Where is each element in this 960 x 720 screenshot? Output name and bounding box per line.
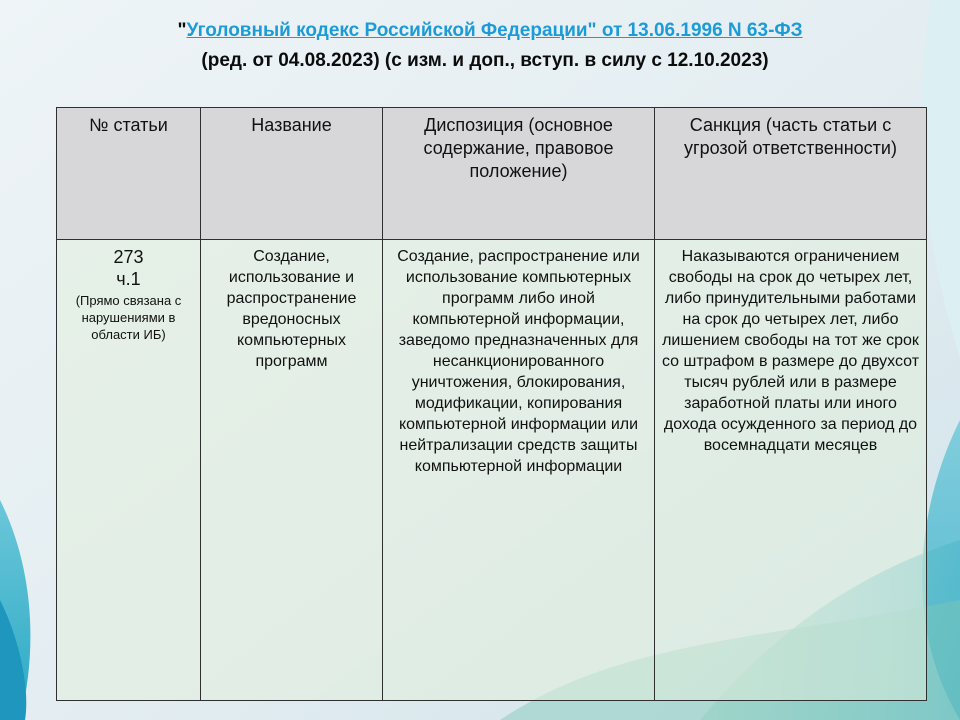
header-name: Название bbox=[201, 108, 383, 240]
table-header-row bbox=[57, 108, 927, 240]
law-table bbox=[56, 107, 927, 701]
article-note: (Прямо связана с нарушениями в области ИБ) bbox=[75, 293, 182, 342]
code-title-link[interactable]: Уголовный кодекс Российской Федерации" от 13.06.1996 N 63-ФЗ bbox=[186, 20, 803, 41]
article-number: 273 bbox=[113, 247, 144, 267]
document-title bbox=[0, 20, 960, 72]
header-article-number: № статьи bbox=[57, 108, 201, 240]
table-row bbox=[57, 240, 927, 701]
cell-disposition: Создание, распространение или использование компьютерных программ либо иной компьютерной информации, заведомо предназначенных для несанкционированного уничтожения, блокирования, модификации, копирования компьютерной информации или нейтрализации средств защиты компьютерной информации bbox=[383, 240, 655, 701]
title-line bbox=[0, 20, 960, 42]
header-disposition: Диспозиция (основное содержание, правовое положение) bbox=[383, 108, 655, 240]
cell-name: Создание, использование и распространение вредоносных компьютерных программ bbox=[201, 240, 383, 701]
edition-subtitle: (ред. от 04.08.2023) (с изм. и доп., вступ. в силу с 12.10.2023) bbox=[201, 50, 769, 71]
article-part: ч.1 bbox=[116, 269, 141, 289]
quote-mark: " bbox=[177, 20, 187, 41]
cell-article bbox=[57, 240, 201, 701]
header-sanction: Санкция (часть статьи с угрозой ответственности) bbox=[655, 108, 927, 240]
cell-sanction: Наказываются ограничением свободы на срок до четырех лет, либо принудительными работами на срок до четырех лет, либо лишением свободы на тот же срок со штрафом в размере до двухсот тысяч рублей или в размере заработной платы или иного дохода осужденного за период до восемнадцати месяцев bbox=[655, 240, 927, 701]
